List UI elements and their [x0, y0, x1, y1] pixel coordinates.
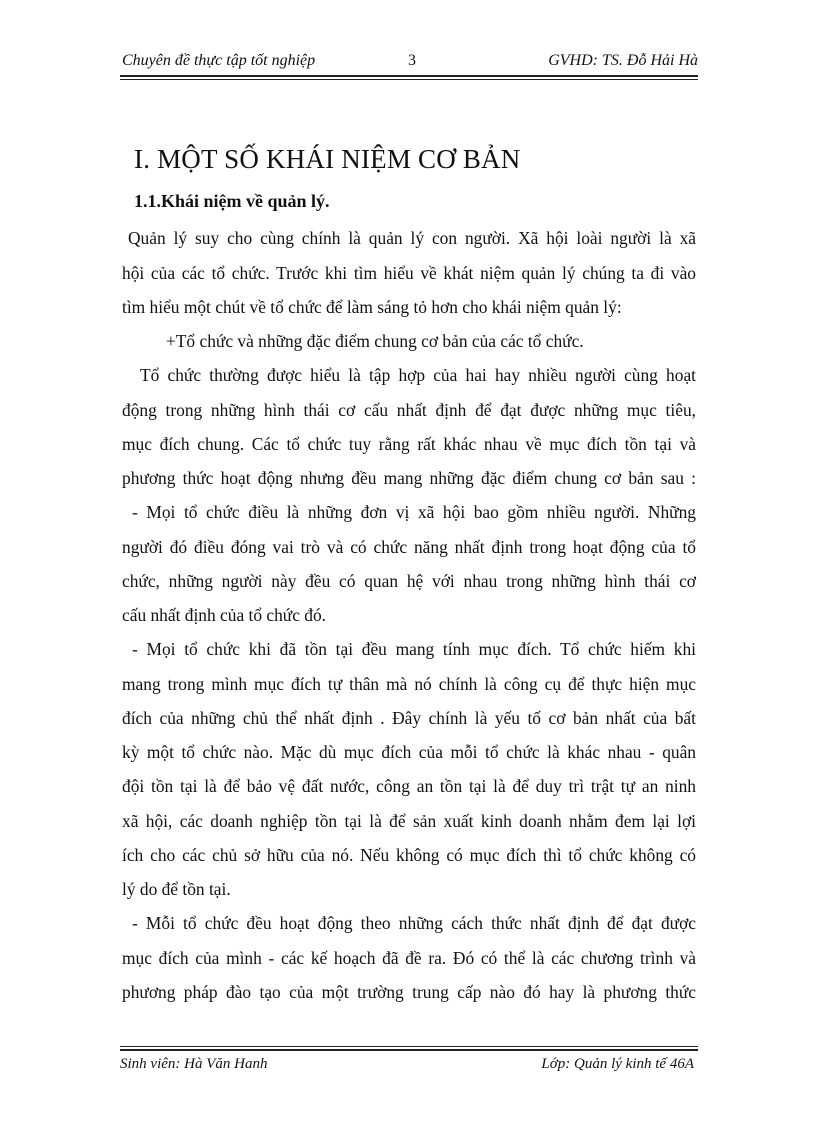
body-line: - Mọi tổ chức khi đã tồn tại đều mang tính mục đích. Tổ chức hiếm khi: [132, 639, 696, 659]
footer-rule-thin: [120, 1046, 698, 1047]
body-line: động trong những hình thái cơ cấu nhất định để đạt được những mục tiêu,: [122, 400, 696, 420]
body-line: lý do để tồn tại.: [122, 879, 231, 899]
body-line: Quản lý suy cho cùng chính là quản lý con người. Xã hội loài người là xã: [128, 228, 696, 248]
body-line: phương pháp đào tạo của một trường trung cấp nào đó hay là phương thức: [122, 982, 696, 1002]
footer-rule-thick: [120, 1049, 698, 1051]
footer-student: Sinh viên: Hà Văn Hanh: [120, 1056, 268, 1072]
body-line: đích của những chủ thể nhất định . Đây chính là yếu tố cơ bản nhất của bất: [122, 708, 696, 728]
body-line: ích cho các chủ sở hữu của nó. Nếu không có mục đích thì tổ chức không có: [122, 845, 696, 865]
body-line: tìm hiểu một chút về tổ chức để làm sáng tỏ hơn cho khái niệm quản lý:: [122, 297, 622, 317]
body-line: - Mọi tổ chức điều là những đơn vị xã hội bao gồm nhiều người. Những: [132, 502, 696, 522]
body-line: đội tồn tại là để bảo vệ đất nước, công an tồn tại là để duy trì trật tự an ninh: [122, 776, 696, 796]
page-header: [120, 48, 698, 74]
body-line: phương thức hoạt động nhưng đều mang những đặc điểm chung cơ bản sau :: [122, 468, 696, 488]
body-line: xã hội, các doanh nghiệp tồn tại là để sản xuất kinh doanh nhằm đem lại lợi: [122, 811, 696, 831]
body-line: cấu nhất định của tổ chức đó.: [122, 605, 327, 625]
footer-class: Lớp: Quản lý kinh tế 46A: [541, 1056, 694, 1072]
body-line: mục đích chung. Các tổ chức tuy rằng rất khác nhau về mục đích tồn tại và: [122, 434, 696, 454]
section-subtitle: 1.1.Khái niệm về quản lý.: [134, 191, 330, 211]
body-line: chức, những người này đều có quan hệ với nhau trong những hình thái cơ: [122, 571, 696, 591]
body-line: - Mỗi tổ chức đều hoạt động theo những cách thức nhất định để đạt được: [132, 913, 696, 933]
body-line: mục đích của mình - các kế hoạch đã đề ra. Đó có thể là các chương trình và: [122, 948, 696, 968]
body-line: kỳ một tổ chức nào. Mặc dù mục đích của mỗi tổ chức là khác nhau - quân: [122, 742, 696, 762]
body-line: người đó điều đóng vai trò và có chức năng nhất định trong hoạt động của tổ: [122, 537, 696, 557]
header-page-number: 3: [408, 52, 416, 69]
page-footer: [120, 1054, 698, 1078]
body-line: Tổ chức thường được hiểu là tập hợp của hai hay nhiều người cùng hoạt: [140, 365, 696, 385]
body-line: mang trong mình mục đích tự thân mà nó chính là công cụ để thực hiện mục: [122, 674, 696, 694]
header-document-title: Chuyên đề thực tập tốt nghiệp: [122, 52, 316, 69]
header-advisor: GVHD: TS. Đỗ Hải Hà: [548, 52, 698, 69]
section-title: I. MỘT SỐ KHÁI NIỆM CƠ BẢN: [134, 144, 521, 174]
body-line: +Tổ chức và những đặc điểm chung cơ bản của các tổ chức.: [166, 331, 584, 351]
header-rule-thick: [120, 75, 698, 77]
header-rule-thin: [120, 79, 698, 80]
body-line: hội của các tổ chức. Trước khi tìm hiểu về khát niệm quản lý chúng ta đi vào: [122, 263, 696, 283]
